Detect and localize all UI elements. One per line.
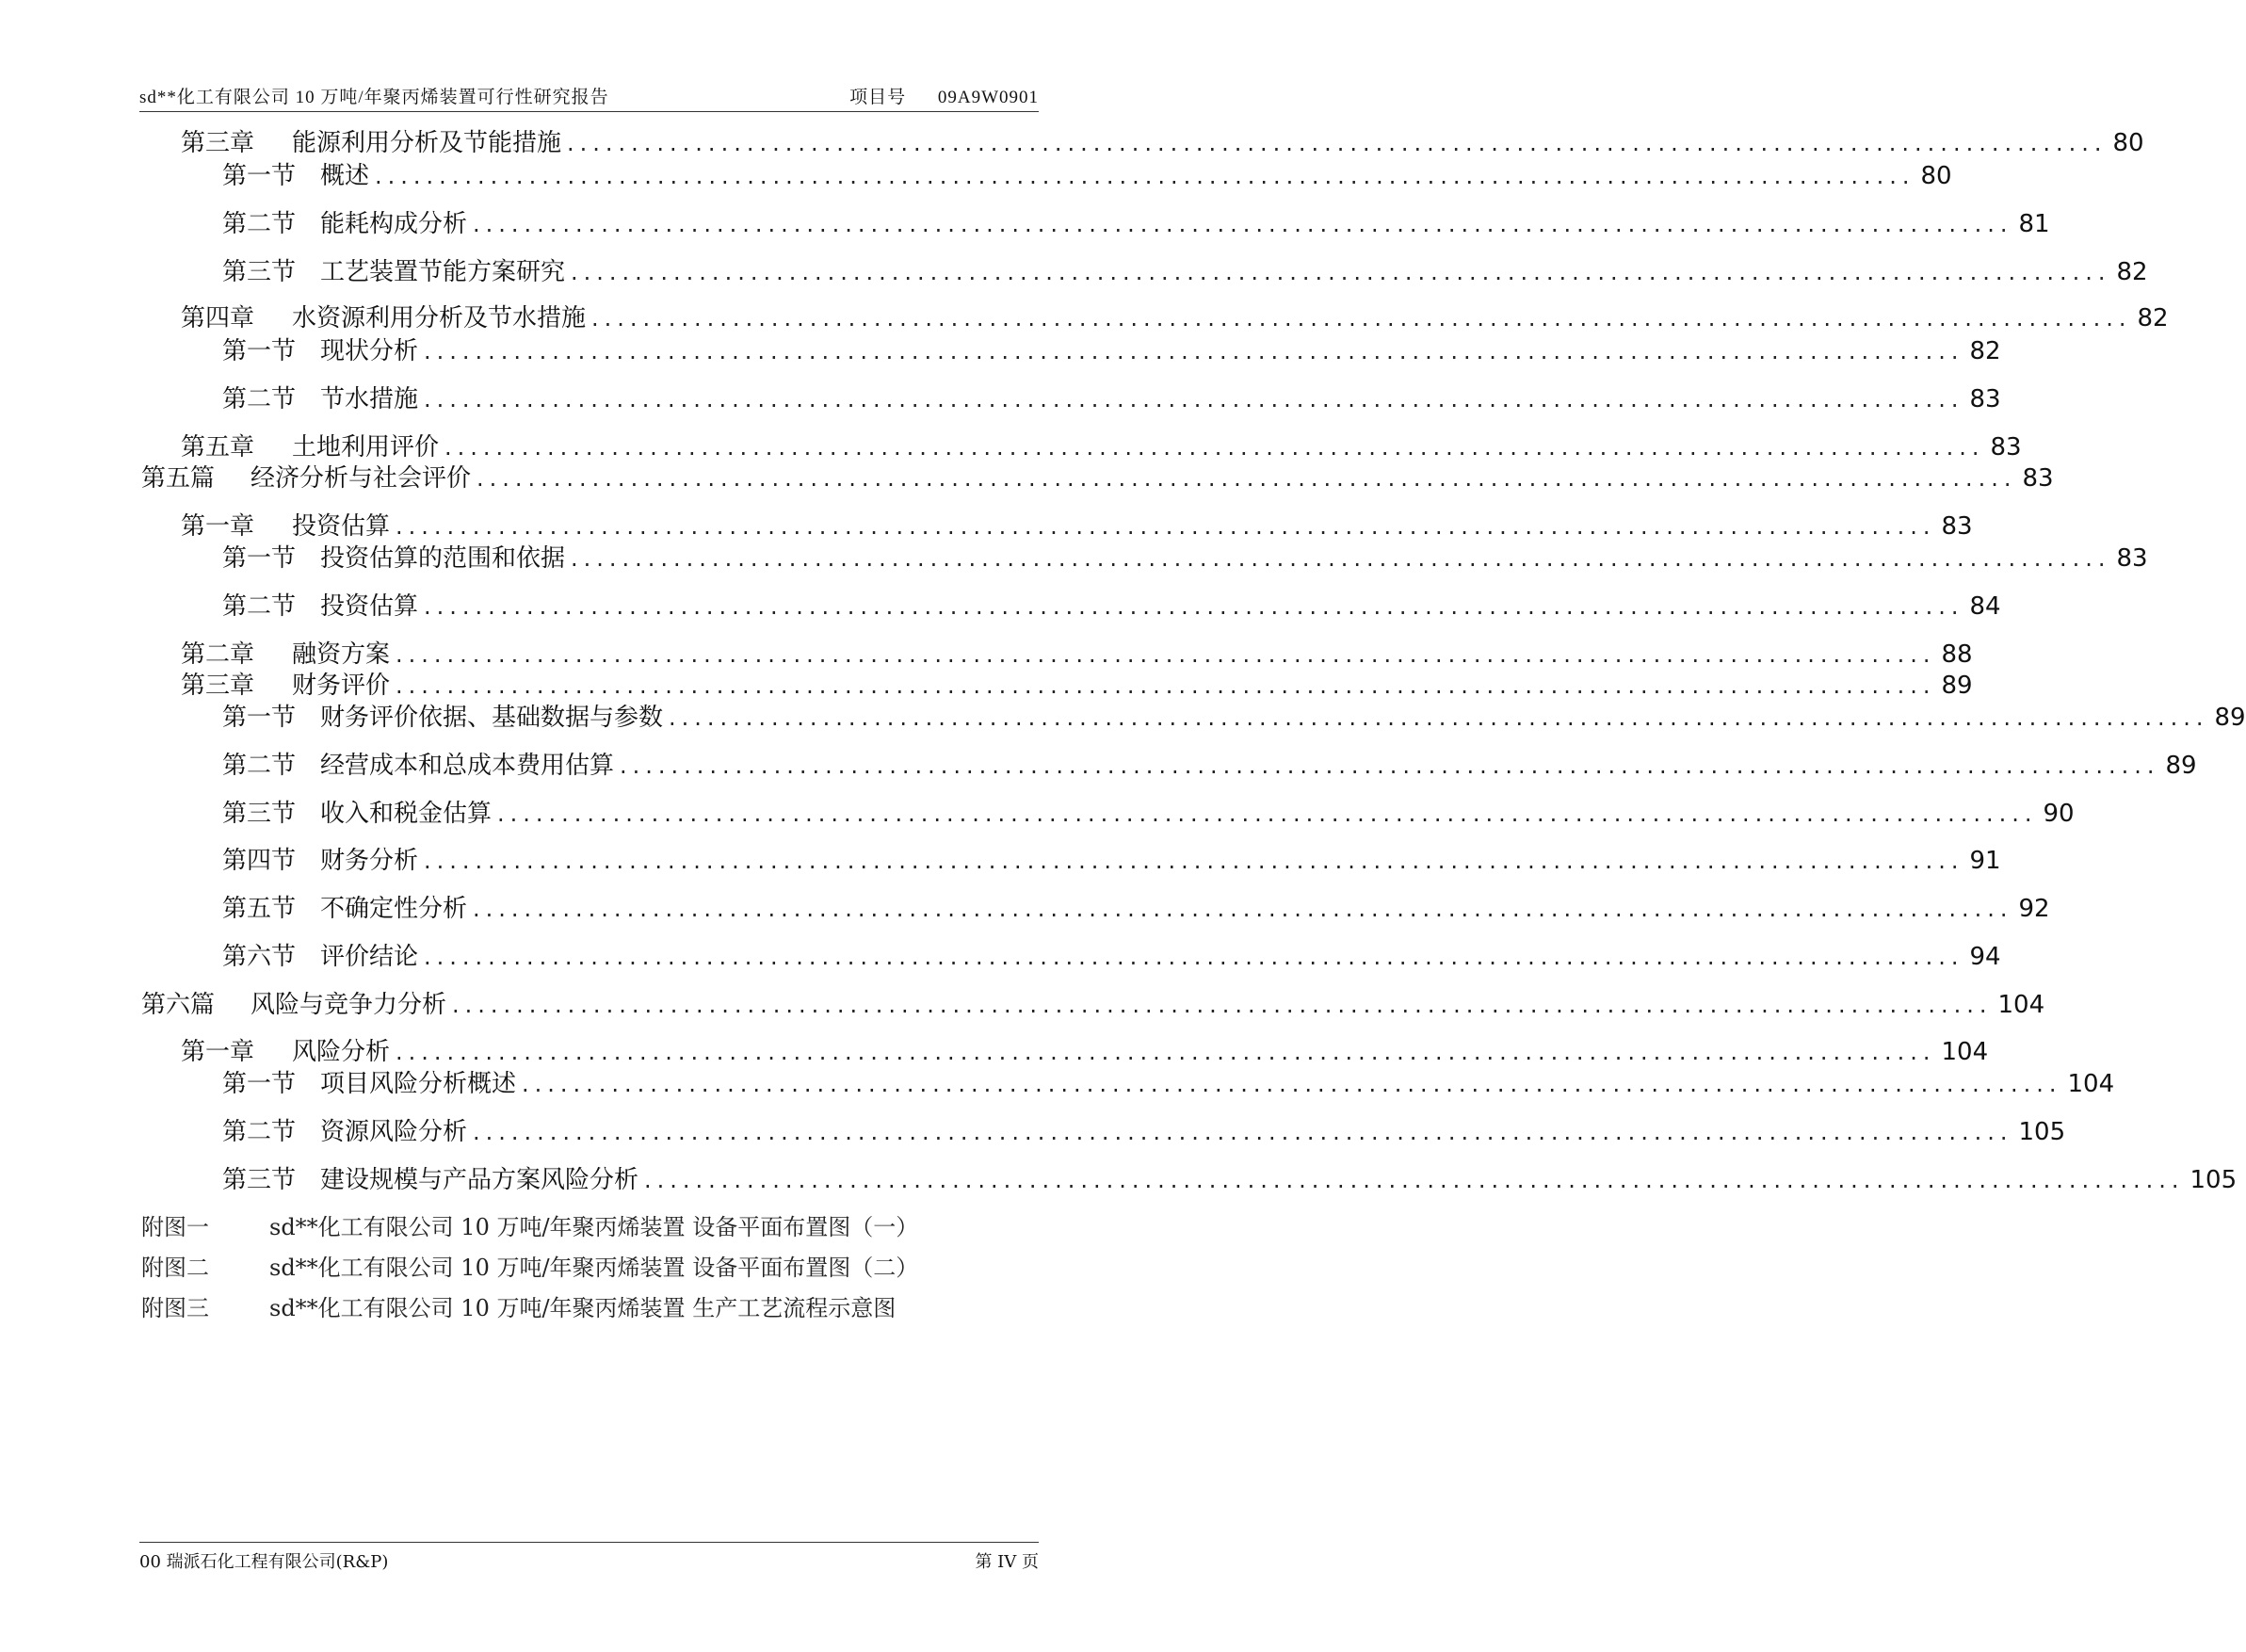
toc-entry-title: 财务评价	[292, 672, 391, 700]
toc-entry-title: 能源利用分析及节能措施	[292, 129, 562, 157]
toc-entry-page: 83	[1941, 512, 1973, 541]
toc-entry-number: 第四章	[181, 304, 255, 332]
toc-leader-dots: ........................................................................................................................	[424, 386, 1964, 413]
toc-entry-title: 工艺装置节能方案研究	[320, 258, 566, 286]
toc-entry-number: 第三节	[222, 800, 297, 828]
toc-entry[interactable]	[222, 206, 2050, 240]
page-header	[139, 79, 1039, 112]
toc-leader-dots: ........................................................................................................................	[473, 211, 2013, 237]
toc-leader-dots: ........................................................................................................................	[396, 513, 1936, 540]
toc-entry-page: 105	[2018, 1118, 2066, 1146]
toc-entry[interactable]	[141, 987, 2045, 1021]
toc-entry[interactable]	[222, 541, 2148, 575]
toc-entry[interactable]	[222, 1162, 2238, 1196]
appendix-entry[interactable]	[141, 1208, 918, 1241]
toc-entry-title: 现状分析	[320, 337, 419, 365]
toc-entry[interactable]	[222, 254, 2148, 288]
toc-entry-page: 104	[1997, 991, 2045, 1019]
toc-leader-dots: ........................................................................................................................	[497, 801, 2038, 827]
toc-entry[interactable]	[222, 381, 2001, 415]
toc-entry-page: 92	[2018, 895, 2050, 923]
toc-entry-page: 84	[1969, 592, 2001, 621]
toc-leader-dots: ........................................................................................................................	[396, 641, 1936, 668]
toc-entry-number: 第一节	[222, 1070, 297, 1098]
toc-entry-number: 第一章	[181, 1038, 255, 1066]
appendix-label: 附图三	[141, 1295, 209, 1321]
toc-leader-dots: ........................................................................................................................	[452, 992, 1993, 1018]
toc-entry-number: 第二节	[222, 592, 297, 621]
toc-entry-page: 89	[1941, 672, 1973, 700]
toc-entry-title: 投资估算的范围和依据	[320, 544, 566, 573]
toc-entry-number: 第五章	[181, 433, 255, 462]
toc-entry-title: 资源风险分析	[320, 1118, 468, 1146]
toc-leader-dots: ........................................................................................................................	[473, 896, 2013, 922]
toc-entry-number: 第六篇	[141, 991, 216, 1019]
toc-entry-title: 建设规模与产品方案风险分析	[320, 1166, 639, 1194]
footer-company: 00 瑞派石化工程有限公司(R&P)	[139, 1552, 389, 1572]
toc-entry-page: 94	[1969, 943, 2001, 971]
toc-entry[interactable]	[222, 939, 2001, 973]
toc-leader-dots: ........................................................................................................................	[620, 753, 2160, 779]
toc-entry[interactable]	[181, 668, 1973, 702]
toc-entry-page: 83	[1969, 385, 2001, 413]
toc-entry-title: 经济分析与社会评价	[250, 464, 472, 493]
toc-entry-number: 第一章	[181, 512, 255, 541]
toc-leader-dots: ........................................................................................................................	[567, 130, 2108, 156]
toc-entry-number: 第六节	[222, 943, 297, 971]
toc-entry-number: 第三章	[181, 672, 255, 700]
toc-leader-dots: ........................................................................................................................	[669, 705, 2209, 731]
toc-entry-page: 89	[2165, 752, 2197, 780]
toc-entry-title: 概述	[320, 162, 370, 190]
toc-entry-number: 第一节	[222, 337, 297, 365]
toc-entry[interactable]	[222, 843, 2001, 877]
header-title: sd**化工有限公司 10 万吨/年聚丙烯装置可行性研究报告	[139, 88, 609, 107]
toc-entry-number: 第五篇	[141, 464, 216, 493]
toc-entry-page: 90	[2043, 800, 2075, 828]
toc-entry-title: 投资估算	[320, 592, 419, 621]
toc-entry[interactable]	[181, 509, 1973, 543]
toc-entry-page: 82	[2137, 304, 2169, 332]
toc-entry-page: 104	[1941, 1038, 1989, 1066]
toc-entry-title: 经营成本和总成本费用估算	[320, 752, 615, 780]
toc-leader-dots: ........................................................................................................................	[522, 1071, 2062, 1097]
toc-entry-number: 第二节	[222, 1118, 297, 1146]
toc-entry-number: 第二节	[222, 752, 297, 780]
toc-entry[interactable]	[222, 1066, 2115, 1100]
toc-entry[interactable]	[222, 158, 1952, 192]
toc-entry-title: 评价结论	[320, 943, 419, 971]
toc-leader-dots: ........................................................................................................................	[473, 1119, 2013, 1145]
appendix-text: sd**化工有限公司 10 万吨/年聚丙烯装置 设备平面布置图（一）	[269, 1214, 919, 1240]
toc-entry[interactable]	[222, 891, 2050, 925]
toc-leader-dots: ........................................................................................................................	[424, 593, 1964, 620]
toc-entry-title: 风险分析	[292, 1038, 391, 1066]
toc-entry-number: 第一节	[222, 704, 297, 732]
toc-entry-number: 第一节	[222, 162, 297, 190]
toc-entry-title: 财务评价依据、基础数据与参数	[320, 704, 664, 732]
toc-entry-title: 投资估算	[292, 512, 391, 541]
toc-entry[interactable]	[181, 637, 1973, 671]
toc-entry-number: 第三节	[222, 1166, 297, 1194]
toc-entry[interactable]	[181, 125, 2144, 159]
toc-entry-number: 第二节	[222, 385, 297, 413]
toc-leader-dots: ........................................................................................................................	[396, 1039, 1936, 1065]
toc-entry[interactable]	[181, 1034, 1989, 1068]
appendix-entry[interactable]	[141, 1249, 918, 1282]
toc-entry-page: 82	[1969, 337, 2001, 365]
toc-entry[interactable]	[222, 589, 2001, 623]
toc-entry[interactable]	[222, 796, 2075, 830]
page-footer	[139, 1542, 1039, 1571]
toc-entry-page: 80	[1920, 162, 1952, 190]
toc-entry-title: 项目风险分析概述	[320, 1070, 517, 1098]
toc-leader-dots: ........................................................................................................................	[424, 944, 1964, 970]
toc-entry-title: 土地利用评价	[292, 433, 440, 462]
toc-entry-title: 不确定性分析	[320, 895, 468, 923]
toc-entry-number: 第三节	[222, 258, 297, 286]
toc-entry-title: 财务分析	[320, 847, 419, 875]
toc-entry-number: 第一节	[222, 544, 297, 573]
toc-entry-title: 融资方案	[292, 640, 391, 669]
footer-page-number: 第 IV 页	[975, 1552, 1039, 1572]
appendix-text: sd**化工有限公司 10 万吨/年聚丙烯装置 生产工艺流程示意图	[269, 1295, 897, 1321]
toc-entry-number: 第四节	[222, 847, 297, 875]
toc-entry-title: 节水措施	[320, 385, 419, 413]
toc-entry-page: 91	[1969, 847, 2001, 875]
toc-leader-dots: ........................................................................................................................	[571, 259, 2111, 285]
toc-entry[interactable]	[222, 333, 2001, 367]
toc-entry[interactable]	[181, 300, 2169, 334]
toc-entry-page: 83	[2022, 464, 2054, 493]
toc-leader-dots: ........................................................................................................................	[571, 545, 2111, 572]
toc-entry-number: 第二章	[181, 640, 255, 669]
appendix-entry[interactable]	[141, 1289, 896, 1322]
toc-leader-dots: ........................................................................................................................	[396, 672, 1936, 699]
toc-entry[interactable]	[222, 748, 2197, 782]
toc-entry-number: 第三章	[181, 129, 255, 157]
toc-entry-title: 收入和税金估算	[320, 800, 493, 828]
toc-entry-page: 105	[2189, 1166, 2238, 1194]
project-label: 项目号	[849, 88, 907, 107]
toc-leader-dots: ........................................................................................................................	[477, 465, 2017, 492]
toc-entry-page: 81	[2018, 210, 2050, 238]
toc-leader-dots: ........................................................................................................................	[644, 1167, 2185, 1193]
toc-entry-page: 83	[1990, 433, 2022, 462]
toc-entry-title: 能耗构成分析	[320, 210, 468, 238]
toc-entry-page: 80	[2112, 129, 2144, 157]
project-number: 09A9W0901	[937, 88, 1039, 107]
toc-entry-page: 89	[2214, 704, 2246, 732]
appendix-label: 附图一	[141, 1214, 209, 1240]
toc-entry-page: 104	[2067, 1070, 2115, 1098]
toc-entry-title: 水资源利用分析及节水措施	[292, 304, 587, 332]
toc-entry-page: 83	[2116, 544, 2148, 573]
toc-entry[interactable]	[181, 429, 2022, 463]
toc-entry[interactable]	[222, 700, 2246, 734]
toc-entry-page: 88	[1941, 640, 1973, 669]
toc-leader-dots: ........................................................................................................................	[444, 434, 1985, 461]
appendix-text: sd**化工有限公司 10 万吨/年聚丙烯装置 设备平面布置图（二）	[269, 1255, 919, 1281]
toc-entry-number: 第二节	[222, 210, 297, 238]
header-project	[849, 83, 1039, 108]
toc-leader-dots: ........................................................................................................................	[424, 848, 1964, 874]
toc-entry-title: 风险与竞争力分析	[250, 991, 447, 1019]
toc-leader-dots: ........................................................................................................................	[424, 338, 1964, 364]
appendix-label: 附图二	[141, 1255, 209, 1281]
toc-leader-dots: ........................................................................................................................	[375, 163, 1915, 189]
toc-entry[interactable]	[141, 461, 2054, 494]
toc-entry-page: 82	[2116, 258, 2148, 286]
toc-entry[interactable]	[222, 1114, 2066, 1148]
toc-leader-dots: ........................................................................................................................	[591, 305, 2132, 332]
toc-entry-number: 第五节	[222, 895, 297, 923]
